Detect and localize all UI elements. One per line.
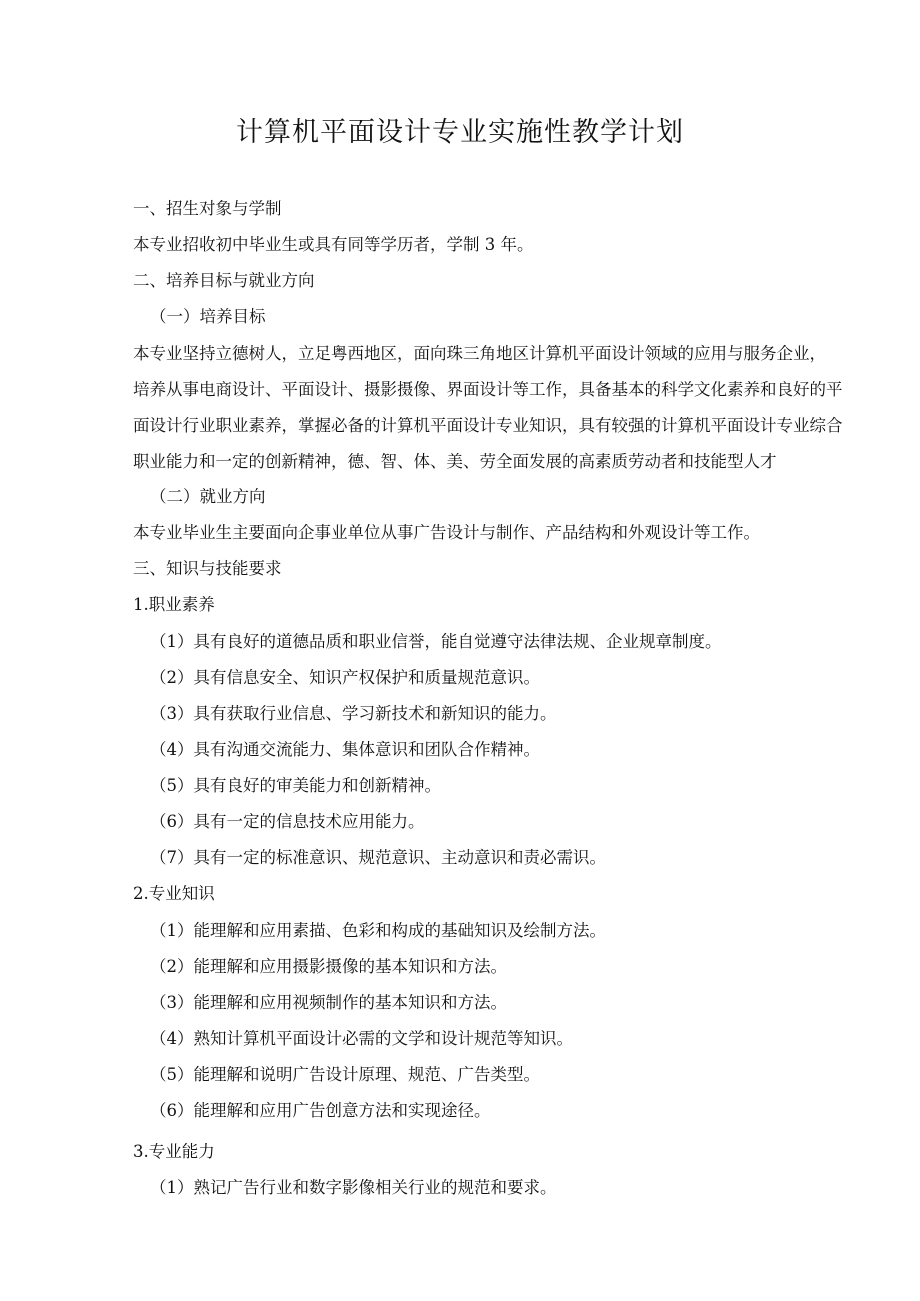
list-item: （1）熟记广告行业和数字影像相关行业的规范和要求。 [150,1178,557,1197]
list-item: （1）具有良好的道德品质和职业信誉，能自觉遵守法律法规、企业规章制度。 [150,632,722,651]
section-heading-2: 二、培养目标与就业方向 [133,271,315,290]
paragraph-line: 职业能力和一定的创新精神，德、智、体、美、劳全面发展的高素质劳动者和技能型人才 [133,452,777,471]
list-item: （5）能理解和说明广告设计原理、规范、广告类型。 [150,1065,540,1084]
subheading-employment: （二）就业方向 [150,487,266,506]
list-item: （1）能理解和应用素描、色彩和构成的基础知识及绘制方法。 [150,921,606,940]
paragraph-line: 培养从事电商设计、平面设计、摄影摄像、界面设计等工作，具备基本的科学文化素养和良好的平 [133,380,843,399]
paragraph-line: 面设计行业职业素养，掌握必备的计算机平面设计专业知识，具有较强的计算机平面设计专业综合 [133,416,843,435]
section-heading-1: 一、招生对象与学制 [133,199,282,218]
document-title: 计算机平面设计专业实施性教学计划 [236,117,684,148]
list-item: （6）具有一定的信息技术应用能力。 [150,812,425,831]
paragraph-line: 本专业坚持立德树人，立足粤西地区，面向珠三角地区计算机平面设计领域的应用与服务企业， [133,344,826,363]
list-item: （2）具有信息安全、知识产权保护和质量规范意识。 [150,668,540,687]
list-item: （5）具有良好的审美能力和创新精神。 [150,776,441,795]
section-1-text: 本专业招收初中毕业生或具有同等学历者，学制 3 年。 [133,235,534,254]
subsection-heading-professional-ability: 3.专业能力 [133,1142,215,1161]
list-item: （3）能理解和应用视频制作的基本知识和方法。 [150,993,507,1012]
section-heading-3: 三、知识与技能要求 [133,559,282,578]
subsection-heading-professional-quality: 1.职业素养 [133,595,215,614]
list-item: （2）能理解和应用摄影摄像的基本知识和方法。 [150,957,507,976]
training-goal-paragraph [133,341,843,485]
list-item: （4）具有沟通交流能力、集体意识和团队合作精神。 [150,740,540,759]
list-item: （7）具有一定的标准意识、规范意识、主动意识和责必需识。 [150,848,606,867]
list-item: （3）具有获取行业信息、学习新技术和新知识的能力。 [150,704,557,723]
list-item: （6）能理解和应用广告创意方法和实现途径。 [150,1101,491,1120]
list-item: （4）熟知计算机平面设计必需的文学和设计规范等知识。 [150,1029,573,1048]
subheading-training-goal: （一）培养目标 [150,307,266,326]
employment-text: 本专业毕业生主要面向企事业单位从事广告设计与制作、产品结构和外观设计等工作。 [133,523,760,542]
subsection-heading-professional-knowledge: 2.专业知识 [133,884,215,903]
